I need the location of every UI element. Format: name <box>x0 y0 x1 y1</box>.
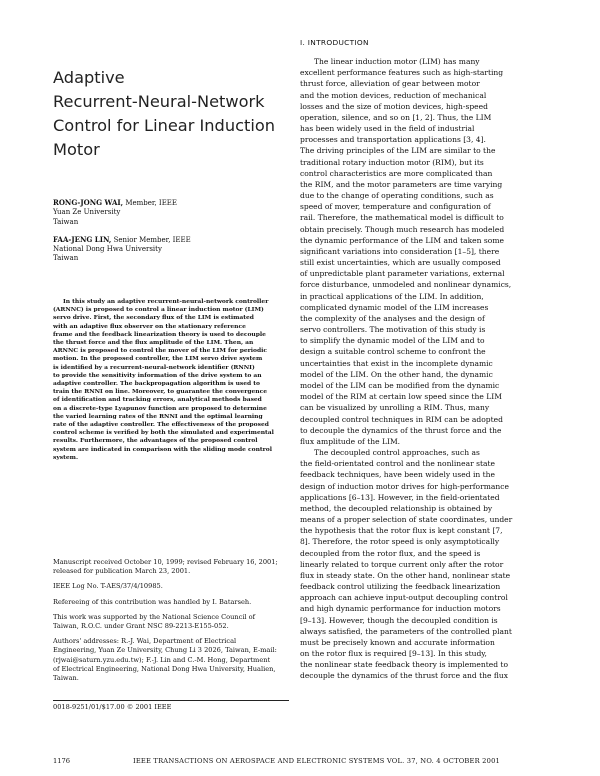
footnote-line: This work was supported by the National Science Council of <box>53 612 256 621</box>
body-line: to decouple the dynamics of the thrust force and the <box>300 425 502 435</box>
body-line: feedback techniques, have been widely used in the <box>300 470 495 480</box>
body-line: The driving principles of the LIM are similar to the <box>300 146 496 156</box>
body-line: feedback control utilizing the feedback linearization <box>300 582 501 592</box>
body-line: the complexity of the analyses and the design of <box>300 313 485 323</box>
author-name: FAA-JENG LIN, <box>53 234 112 244</box>
body-line: always satisfied, the parameters of the controlled plant <box>300 626 512 636</box>
abstract-line: In this study an adaptive recurrent-neural-network controller <box>63 298 269 305</box>
body-line: must be precisely known and accurate information <box>300 637 495 647</box>
abstract-line: system. <box>53 453 79 461</box>
title-line: Recurrent-Neural-Network <box>53 92 265 111</box>
body-line: traditional rotary induction motor (RIM), but its <box>300 157 484 167</box>
abstract-line: adaptive controller. The backpropagation algorithm is used to <box>53 380 260 388</box>
author-affiliation: Taiwan <box>53 254 79 263</box>
footnote-line: (rjwai@saturn.yzu.edu.tw); F.-J. Lin and C.-M. Hong, Department <box>53 655 271 664</box>
author-name: RONG-JONG WAI, <box>53 198 124 207</box>
body-line: can be visualized by unrolling a RIM. Thus, many <box>300 403 490 413</box>
body-line: has been widely used in the field of industrial <box>300 124 475 134</box>
body-line: model of the LIM. On the other hand, the dynamic <box>300 369 493 379</box>
body-line: decoupled control techniques in RIM can be adopted <box>300 414 503 424</box>
author-grade: Member, IEEE <box>123 199 178 207</box>
body-line: obtain precisely. Though much research has modeled <box>300 224 505 234</box>
footnote-line: Engineering, Yuan Ze University, Chung Li 3 2026, Taiwan, E-mail: <box>53 646 277 655</box>
body-line: flux amplitude of the LIM. <box>300 436 401 446</box>
abstract-line: servo drive. First, the secondary flux of the LIM is estimated <box>53 314 254 322</box>
body-line: flux in steady state. On the other hand, nonlinear state <box>300 570 511 580</box>
body-line: complicated dynamic model of the LIM increases <box>300 302 489 312</box>
body-line: thrust force, alleviation of gear between motor <box>300 79 480 89</box>
body-line: rail. Therefore, the mathematical model is difficult to <box>300 213 504 223</box>
footnote <box>53 613 289 631</box>
abstract-line: the varied learning rates of the RNNI and the optimal learning <box>53 412 263 420</box>
body-line: method, the decoupled relationship is obtained by <box>300 503 493 513</box>
body-line: decouple the dynamics of the thrust force and the flux <box>300 671 509 681</box>
copyright: 0018-9251/01/$17.00 © 2001 IEEE <box>53 703 172 711</box>
body-line: means of a proper selection of state coordinates, under <box>300 515 513 525</box>
body-line: linearly related to torque current only after the rotor <box>300 559 504 569</box>
body-line: The decoupled control approaches, such as <box>314 448 480 458</box>
footnote-divider <box>53 700 289 701</box>
footnote <box>53 558 289 576</box>
footnote-line: Refereeing of this contribution was handled by I. Batarseh. <box>53 597 252 606</box>
footnote-line: of Electrical Engineering, National Dong Hwa University, Hualien, <box>53 664 276 673</box>
body-line: on the rotor flux is required [9–13]. In this study, <box>300 649 487 659</box>
body-line: to simplify the dynamic model of the LIM and to <box>300 336 485 346</box>
body-line: applications [6–13]. However, in the field-orientated <box>300 492 500 502</box>
author-affiliation: Taiwan <box>53 217 79 226</box>
title-line: Adaptive <box>53 68 125 87</box>
body-line: force disturbance, unmodeled and nonlinear dynamics, <box>300 280 512 290</box>
body-line: the field-orientated control and the nonlinear state <box>300 459 496 469</box>
body-line: speed of mover, temperature and configuration of <box>300 202 491 212</box>
abstract-line: (ARNNC) is proposed to control a linear induction motor (LIM) <box>53 306 264 314</box>
body-line: the dynamic performance of the LIM and taken some <box>300 235 504 245</box>
body-line: 8]. Therefore, the rotor speed is only asymptotically <box>300 537 500 547</box>
body-line: the nonlinear state feedback theory is implemented to <box>300 660 508 670</box>
body-line: design a suitable control scheme to confront the <box>300 347 486 357</box>
body-line: the hypothesis that the rotor flux is kept constant [7, <box>300 526 503 536</box>
abstract-line: of identification and tracking errors, analytical methods based <box>53 396 262 404</box>
journal-running-head: IEEE TRANSACTIONS ON AEROSPACE AND ELECTRONIC SYSTEMS VOL. 37, NO. 4 OCTOBER 2001 <box>133 757 500 765</box>
footnote-line: Authors' addresses: R.-J. Wai, Department of Electrical <box>53 637 237 646</box>
body-line: control characteristics are more complicated than <box>300 168 493 178</box>
author-affiliation: Yuan Ze University <box>53 208 121 217</box>
body-line: still exist uncertainties, which are usually composed <box>300 258 501 268</box>
author-grade: Senior Member, IEEE <box>111 235 191 244</box>
abstract-line: on a discrete-type Lyapunov function are proposed to determine <box>53 404 267 412</box>
body-line: servo controllers. The motivation of this study is <box>300 325 486 335</box>
abstract-line: motion. In the proposed controller, the LIM servo drive system <box>53 355 263 363</box>
footnote-line: released for publication March 23, 2001. <box>53 567 191 576</box>
abstract-line: ARNNC is proposed to control the mover of the LIM for periodic <box>53 347 268 355</box>
title-line: Control for Linear Induction <box>53 116 275 135</box>
abstract-line: rate of the adaptive controller. The effectiveness of the proposed <box>53 421 269 429</box>
footnote-line: IEEE Log No. T-AES/37/4/10985. <box>53 582 163 591</box>
author-affiliation: National Dong Hwa University <box>53 245 162 254</box>
body-line: operation, silence, and so on [1, 2]. Thus, the LIM <box>300 112 492 122</box>
body-line: [9–13]. However, though the decoupled condition is <box>300 615 498 625</box>
page-number: 1176 <box>53 757 71 765</box>
footnote <box>53 598 289 607</box>
body-line: design of induction motor drives for high-performance <box>300 481 509 491</box>
body-line: and the motion devices, reduction of mechanical <box>300 90 487 100</box>
body-line: losses and the size of motion devices, high-speed <box>300 101 488 111</box>
author-block <box>53 198 283 272</box>
author-entry <box>53 235 283 264</box>
abstract-line: the thrust force and the flux amplitude of the LIM. Then, an <box>53 339 254 347</box>
body-line: The linear induction motor (LIM) has many <box>314 57 480 66</box>
abstract-line: train the RNNI on line. Moreover, to guarantee the convergence <box>53 388 267 396</box>
body-line: processes and transportation applications [3, 4]. <box>300 135 486 145</box>
body-line: due to the change of operating conditions, such as <box>300 191 494 201</box>
body-line: uncertainties that exist in the incomplete dynamic <box>300 358 493 368</box>
footnote-line: Taiwan, R.O.C. under Grant NSC 89-2213-E155-052. <box>53 622 229 631</box>
abstract-line: frame and the feedback linearization theory is used to decouple <box>53 330 266 338</box>
body-line: of unpredictable plant parameter variations, external <box>300 269 505 279</box>
footnotes <box>53 558 289 689</box>
body-line: approach can achieve input-output decoupling control <box>300 593 508 603</box>
title-line: Motor <box>53 140 100 159</box>
paper-title <box>53 66 293 162</box>
abstract-line: to provide the sensitivity information of the drive system to an <box>53 371 262 379</box>
body-line: decoupled from the rotor flux, and the speed is <box>300 548 481 558</box>
body-text <box>300 56 566 682</box>
abstract-line: control scheme is verified by both the simulated and experimental <box>53 429 274 437</box>
body-line: and high dynamic performance for induction motors <box>300 604 501 614</box>
abstract <box>53 298 289 462</box>
body-line: model of the LIM can be modified from the dynamic <box>300 380 500 390</box>
abstract-line: with an adaptive flux observer on the stationary reference <box>53 322 246 330</box>
section-heading: I. INTRODUCTION <box>300 38 369 47</box>
footnote-line: Taiwan. <box>53 674 79 683</box>
body-line: the RIM, and the motor parameters are time varying <box>300 179 503 189</box>
body-line: in practical applications of the LIM. In addition, <box>300 291 484 301</box>
body-line: excellent performance features such as high-starting <box>300 68 504 78</box>
footnote <box>53 637 289 683</box>
abstract-line: system are indicated in comparison with the sliding mode control <box>53 445 272 453</box>
author-entry <box>53 198 283 227</box>
footnote-line: Manuscript received October 10, 1999; revised February 16, 2001; <box>53 558 278 566</box>
body-line: model of the RIM at certain low speed since the LIM <box>300 392 502 402</box>
footnote <box>53 582 289 591</box>
abstract-line: is identified by a recurrent-neural-network identifier (RNNI) <box>53 363 255 371</box>
abstract-line: results. Furthermore, the advantages of the proposed control <box>53 437 258 445</box>
body-line: significant variations into consideration [1–5], there <box>300 246 500 256</box>
